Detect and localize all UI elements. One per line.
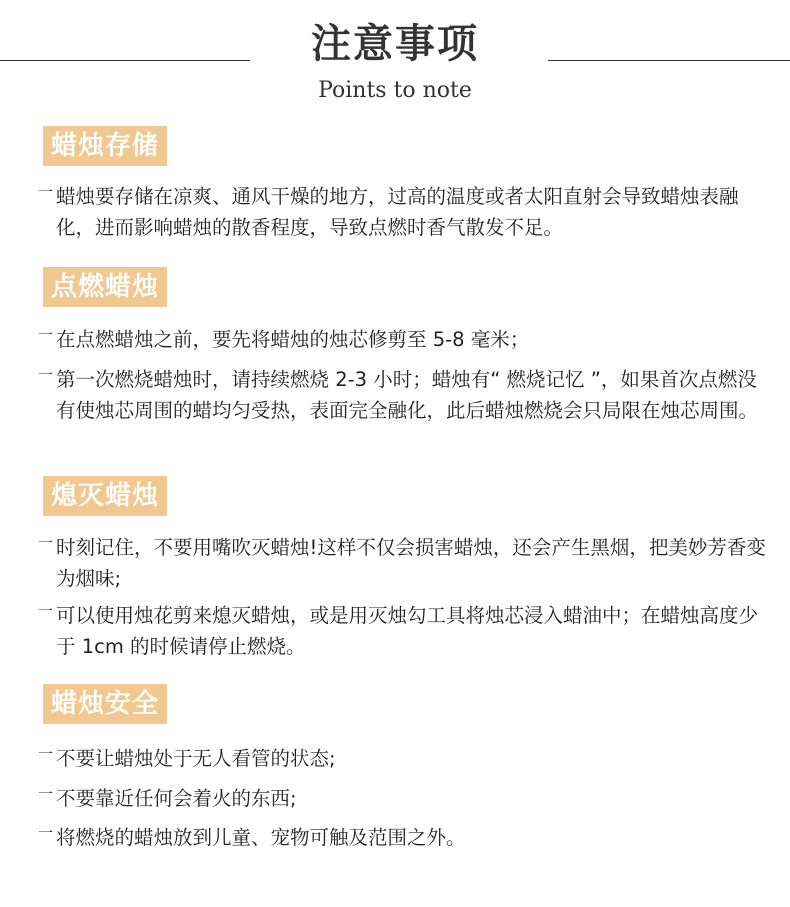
section-heading-storage: 蜡烛存储 xyxy=(43,126,167,166)
section-heading-lighting: 点燃蜡烛 xyxy=(43,267,167,307)
safety-item-2 xyxy=(38,783,768,814)
bullet-dash: 一 xyxy=(38,183,54,201)
storage-item-1 xyxy=(38,181,768,243)
bullet-dash: 一 xyxy=(38,602,54,620)
bullet-dash: 一 xyxy=(38,326,54,344)
lighting-item-1 xyxy=(38,324,768,355)
bullet-dash: 一 xyxy=(38,366,54,384)
item-text: 时刻记住，不要用嘴吹灭蜡烛!这样不仅会损害蜡烛，还会产生黑烟，把美妙芳香变为烟味; xyxy=(56,536,766,590)
bullet-dash: 一 xyxy=(38,824,54,842)
bullet-dash: 一 xyxy=(38,785,54,803)
item-text: 第一次燃烧蜡烛时，请持续燃烧 2-3 小时；蜡烛有“ 燃烧记忆 ”，如果首次点燃没有使烛芯周围的蜡均匀受热，表面完全融化，此后蜡烛燃烧会只局限在烛芯周围。 xyxy=(56,368,759,422)
section-heading-extinguish: 熄灭蜡烛 xyxy=(43,476,167,516)
page-subtitle: Points to note xyxy=(318,78,472,103)
safety-item-1 xyxy=(38,743,768,774)
item-text: 不要让蜡烛处于无人看管的状态; xyxy=(56,747,336,770)
extinguish-item-1 xyxy=(38,532,768,594)
bullet-dash: 一 xyxy=(38,745,54,763)
page-header xyxy=(0,0,790,110)
item-text: 不要靠近任何会着火的东西; xyxy=(56,787,297,810)
page-title: 注意事项 xyxy=(311,20,479,67)
lighting-item-2 xyxy=(38,364,768,426)
extinguish-item-2 xyxy=(38,600,768,662)
bullet-dash: 一 xyxy=(38,534,54,552)
item-text: 将燃烧的蜡烛放到儿童、宠物可触及范围之外。 xyxy=(56,826,466,849)
section-heading-safety: 蜡烛安全 xyxy=(43,684,167,724)
safety-item-3 xyxy=(38,822,768,853)
item-text: 蜡烛要存储在凉爽、通风干燥的地方，过高的温度或者太阳直射会导致蜡烛表融化，进而影响蜡烛的散香程度，导致点燃时香气散发不足。 xyxy=(56,185,739,239)
item-text: 可以使用烛花剪来熄灭蜡烛，或是用灭烛勾工具将烛芯浸入蜡油中；在蜡烛高度少于 1cm 的时候请停止燃烧。 xyxy=(56,604,759,658)
item-text: 在点燃蜡烛之前，要先将蜡烛的烛芯修剪至 5-8 毫米； xyxy=(56,328,530,351)
